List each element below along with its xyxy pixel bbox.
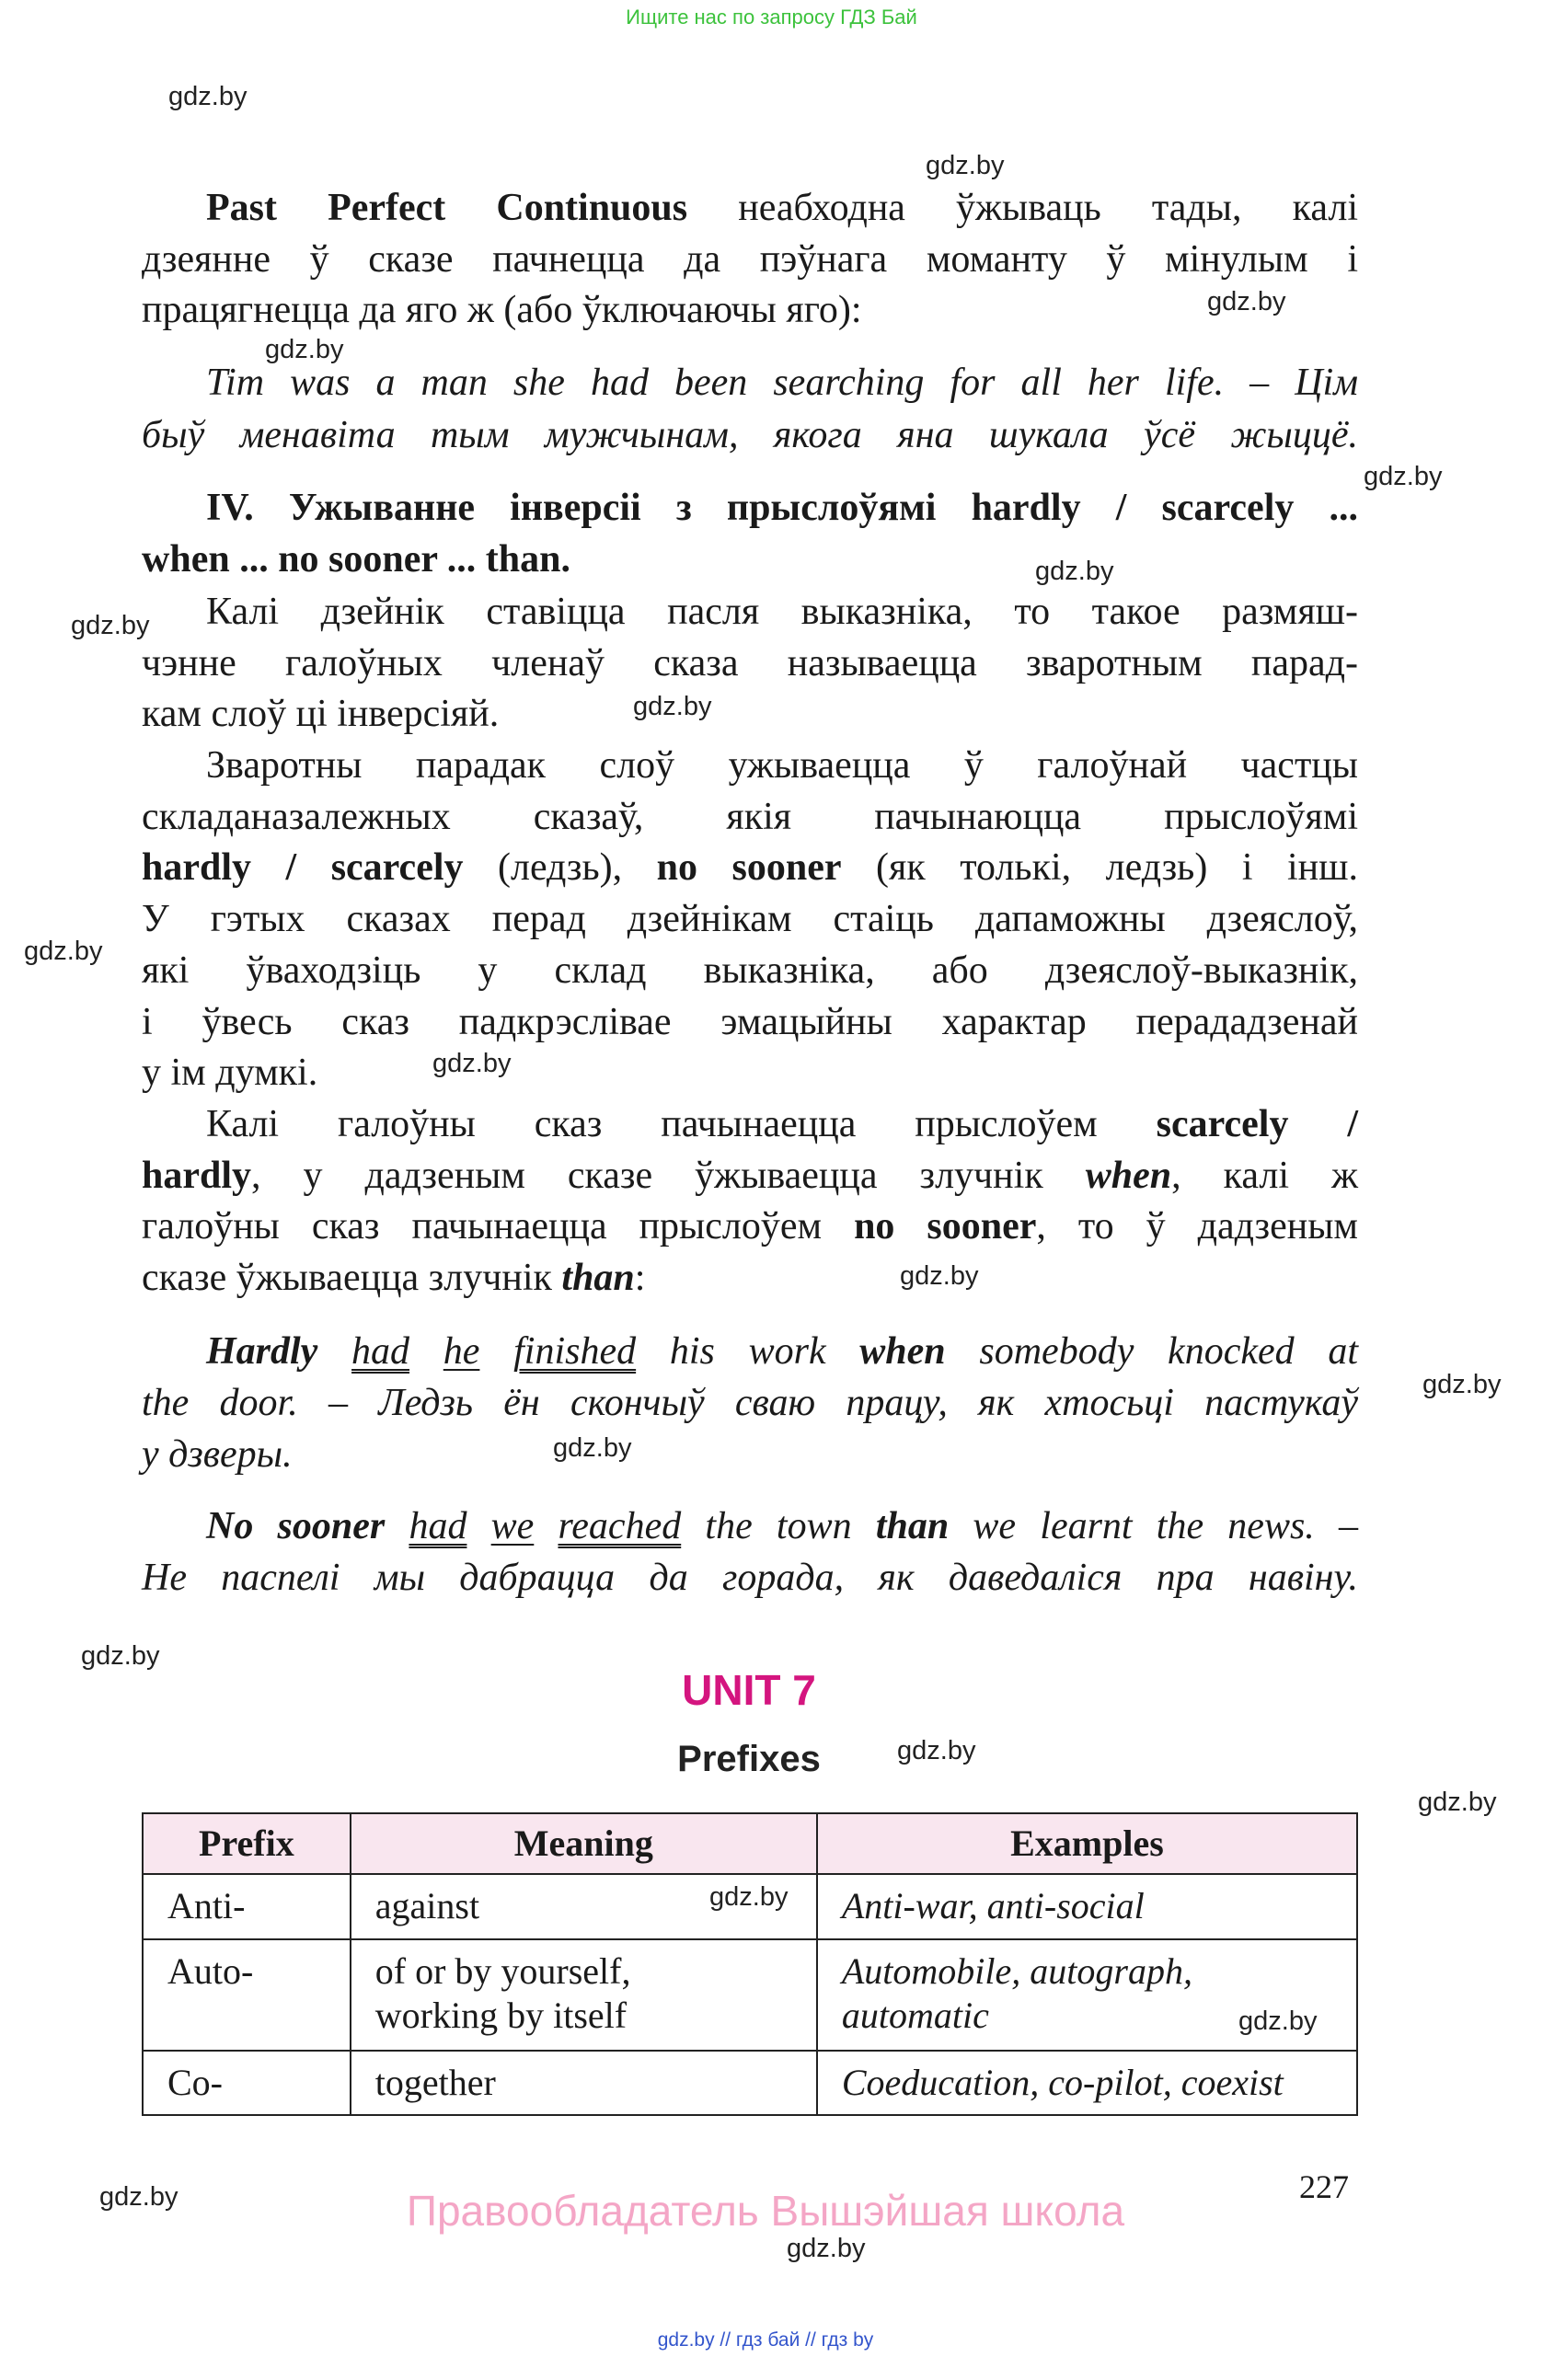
text-segment: Калі галоўны сказ пачынаецца прыслоўем bbox=[206, 1103, 1157, 1145]
watermark: gdz.by bbox=[1238, 2006, 1318, 2036]
text-segment: і ўвесь сказ падкрэслівае эмацыйны характар перададзенай bbox=[142, 1001, 1358, 1043]
column-header: Examples bbox=[817, 1813, 1357, 1874]
text-segment: Past Perfect Continuous bbox=[206, 187, 688, 229]
text-line bbox=[142, 996, 1358, 1048]
examples-cell bbox=[817, 1939, 1357, 2051]
table-row bbox=[143, 1874, 1357, 1939]
table-row bbox=[143, 1939, 1357, 2051]
text-segment: Не паспелі мы дабрацца да горада, як даведаліся пра навіну. bbox=[142, 1557, 1358, 1599]
text-segment: дзеянне ў сказе пачнецца да пэўнага моманту ў мінулым і bbox=[142, 238, 1358, 281]
text-line bbox=[142, 1429, 1358, 1480]
text-line bbox=[142, 284, 1358, 336]
text-line bbox=[142, 409, 1358, 461]
text-segment: IV. Ужыванне інверсіі з прыслоўямі hardly / scarcely ... bbox=[206, 487, 1358, 529]
prefix-cell: Co- bbox=[143, 2051, 351, 2115]
text-segment: scarcely / bbox=[1156, 1103, 1358, 1145]
text-segment: Tim was a man she had been searching for all her life. – Цім bbox=[206, 362, 1358, 404]
watermark: gdz.by bbox=[81, 1641, 160, 1671]
text-line bbox=[142, 234, 1358, 285]
examples-line: Coeducation, co-pilot, coexist bbox=[841, 2062, 1284, 2103]
watermark: gdz.by bbox=[1207, 287, 1286, 316]
text-segment: чэнне галоўных членаў сказа называецца зваротным парад- bbox=[142, 642, 1358, 684]
underlined-word: reached bbox=[558, 1505, 682, 1547]
text-segment: Hardly bbox=[206, 1330, 318, 1373]
text-line bbox=[142, 945, 1358, 996]
text-segment: No sooner bbox=[206, 1505, 386, 1547]
underlined-word: had bbox=[351, 1330, 410, 1373]
column-header: Meaning bbox=[351, 1813, 817, 1874]
watermark: gdz.by bbox=[168, 82, 248, 111]
text-segment: no sooner bbox=[656, 846, 842, 889]
text-segment: у ім думкі. bbox=[142, 1052, 318, 1094]
text-segment: , калі ж bbox=[1171, 1155, 1358, 1197]
header-note: Ищите нас по запросу ГДЗ Бай bbox=[626, 6, 917, 29]
meaning-cell bbox=[351, 1874, 817, 1939]
examples-line: automatic bbox=[841, 1995, 989, 2036]
underlined-word: finished bbox=[513, 1330, 637, 1373]
text-segment: when ... no sooner ... than. bbox=[142, 538, 570, 581]
text-segment bbox=[534, 1505, 558, 1547]
underlined-word: we bbox=[490, 1505, 535, 1547]
text-line bbox=[142, 1150, 1358, 1201]
text-segment: the town bbox=[681, 1505, 876, 1547]
watermark: gdz.by bbox=[71, 611, 150, 640]
examples-cell bbox=[817, 1874, 1357, 1939]
footer-links[interactable]: gdz.by // гдз бай // гдз by bbox=[657, 2329, 874, 2351]
text-segment: працягнецца да яго ж (або ўключаючы яго): bbox=[142, 289, 862, 331]
text-segment bbox=[385, 1505, 409, 1547]
text-line bbox=[142, 1252, 1358, 1304]
text-line bbox=[142, 893, 1358, 945]
watermark: gdz.by bbox=[1418, 1788, 1497, 1817]
watermark: gdz.by bbox=[432, 1049, 512, 1078]
watermark: gdz.by bbox=[553, 1433, 632, 1463]
text-segment: У гэтых сказах перад дзейнікам стаіць дапаможны дзеяслоў, bbox=[142, 898, 1358, 940]
prefix-cell: Anti- bbox=[143, 1874, 351, 1939]
examples-line: Automobile, autograph, bbox=[841, 1950, 1192, 1992]
text-line bbox=[142, 842, 1358, 893]
text-line bbox=[142, 688, 1358, 740]
text-segment: his work bbox=[636, 1330, 860, 1373]
text-segment: складаназалежных сказаў, якія пачынаюцца прыслоўямі bbox=[142, 796, 1358, 838]
text-segment: які ўваходзіць у склад выказніка, або дзеяслоў-выказнік, bbox=[142, 949, 1358, 992]
prefix-cell: Auto- bbox=[143, 1939, 351, 2051]
text-line bbox=[206, 482, 1358, 534]
examples-cell bbox=[817, 2051, 1357, 2115]
text-segment bbox=[317, 1330, 351, 1373]
table-row bbox=[143, 2051, 1357, 2115]
text-line bbox=[206, 1326, 1358, 1377]
text-line bbox=[206, 740, 1358, 791]
text-segment: у дзверы. bbox=[142, 1433, 293, 1476]
watermark: gdz.by bbox=[633, 692, 712, 721]
watermark: gdz.by bbox=[709, 1882, 789, 1912]
watermark: gdz.by bbox=[787, 2234, 866, 2263]
text-line bbox=[206, 357, 1358, 408]
text-segment: somebody knocked at bbox=[945, 1330, 1359, 1373]
text-segment: hardly bbox=[142, 1155, 252, 1197]
watermark: gdz.by bbox=[1422, 1370, 1502, 1399]
text-segment: кам слоў ці інверсіяй. bbox=[142, 693, 500, 735]
column-header: Prefix bbox=[143, 1813, 351, 1874]
text-segment: (як толькі, ледзь) і інш. bbox=[841, 846, 1358, 889]
watermark: gdz.by bbox=[900, 1261, 979, 1291]
text-segment: быў менавіта тым мужчынам, якога яна шукала ўсё жыццё. bbox=[142, 414, 1358, 456]
prefix-table bbox=[142, 1812, 1358, 2116]
text-segment bbox=[409, 1330, 443, 1373]
text-line bbox=[142, 1552, 1358, 1604]
text-segment: неабходна ўжываць тады, калі bbox=[687, 187, 1358, 229]
watermark: gdz.by bbox=[99, 2182, 178, 2212]
meaning-line: together bbox=[374, 2062, 496, 2103]
text-segment: hardly / scarcely bbox=[142, 846, 464, 889]
meaning-line: of or by yourself, bbox=[374, 1950, 631, 1992]
text-segment: when bbox=[859, 1330, 946, 1373]
text-segment: than bbox=[561, 1257, 635, 1299]
watermark: gdz.by bbox=[24, 937, 103, 966]
text-segment: we learnt the news. – bbox=[949, 1505, 1359, 1547]
watermark: gdz.by bbox=[1364, 462, 1443, 491]
text-segment: Калі дзейнік ставіцца пасля выказніка, то такое размяш- bbox=[206, 591, 1358, 633]
watermark: gdz.by bbox=[897, 1736, 976, 1765]
text-segment: (ледзь), bbox=[463, 846, 657, 889]
text-segment bbox=[479, 1330, 513, 1373]
meaning-cell bbox=[351, 1939, 817, 2051]
text-segment: Зваротны парадак слоў ужываецца ў галоўнай частцы bbox=[206, 744, 1358, 787]
section-title: Prefixes bbox=[677, 1739, 821, 1779]
text-line bbox=[206, 182, 1358, 234]
copyright-notice: Правообладатель Вышэйшая школа bbox=[406, 2187, 1125, 2235]
page-number: 227 bbox=[1299, 2168, 1349, 2205]
text-segment: no sooner bbox=[854, 1205, 1037, 1247]
meaning-cell bbox=[351, 2051, 817, 2115]
text-line bbox=[206, 1500, 1358, 1552]
watermark: gdz.by bbox=[265, 335, 344, 364]
meaning-line: against bbox=[374, 1885, 480, 1926]
text-segment: , у дадзеным сказе ўжываецца злучнік bbox=[251, 1155, 1086, 1197]
text-line bbox=[142, 638, 1358, 689]
table-header-row bbox=[143, 1813, 1357, 1874]
text-line bbox=[142, 1201, 1358, 1252]
meaning-line: working by itself bbox=[374, 1995, 628, 2036]
text-segment: , то ў дадзеным bbox=[1036, 1205, 1358, 1247]
text-segment: when bbox=[1085, 1155, 1172, 1197]
underlined-word: he bbox=[443, 1330, 480, 1373]
text-line bbox=[142, 791, 1358, 843]
text-segment: сказе ўжываецца злучнік bbox=[142, 1257, 562, 1299]
text-line bbox=[142, 534, 1358, 585]
unit-title: UNIT 7 bbox=[682, 1666, 816, 1714]
examples-line: Anti-war, anti-social bbox=[841, 1885, 1145, 1926]
watermark: gdz.by bbox=[1035, 557, 1114, 586]
text-segment: than bbox=[875, 1505, 950, 1547]
text-line bbox=[142, 1047, 1358, 1098]
text-line bbox=[142, 1377, 1358, 1429]
text-segment: галоўны сказ пачынаецца прыслоўем bbox=[142, 1205, 855, 1247]
text-line bbox=[206, 1098, 1358, 1150]
text-segment bbox=[466, 1505, 490, 1547]
text-line bbox=[206, 586, 1358, 638]
underlined-word: had bbox=[409, 1505, 467, 1547]
text-segment: the door. – Ледзь ён скончыў сваю працу, як хтосьці пастукаў bbox=[142, 1382, 1358, 1424]
text-segment: : bbox=[634, 1257, 646, 1299]
watermark: gdz.by bbox=[926, 151, 1005, 180]
